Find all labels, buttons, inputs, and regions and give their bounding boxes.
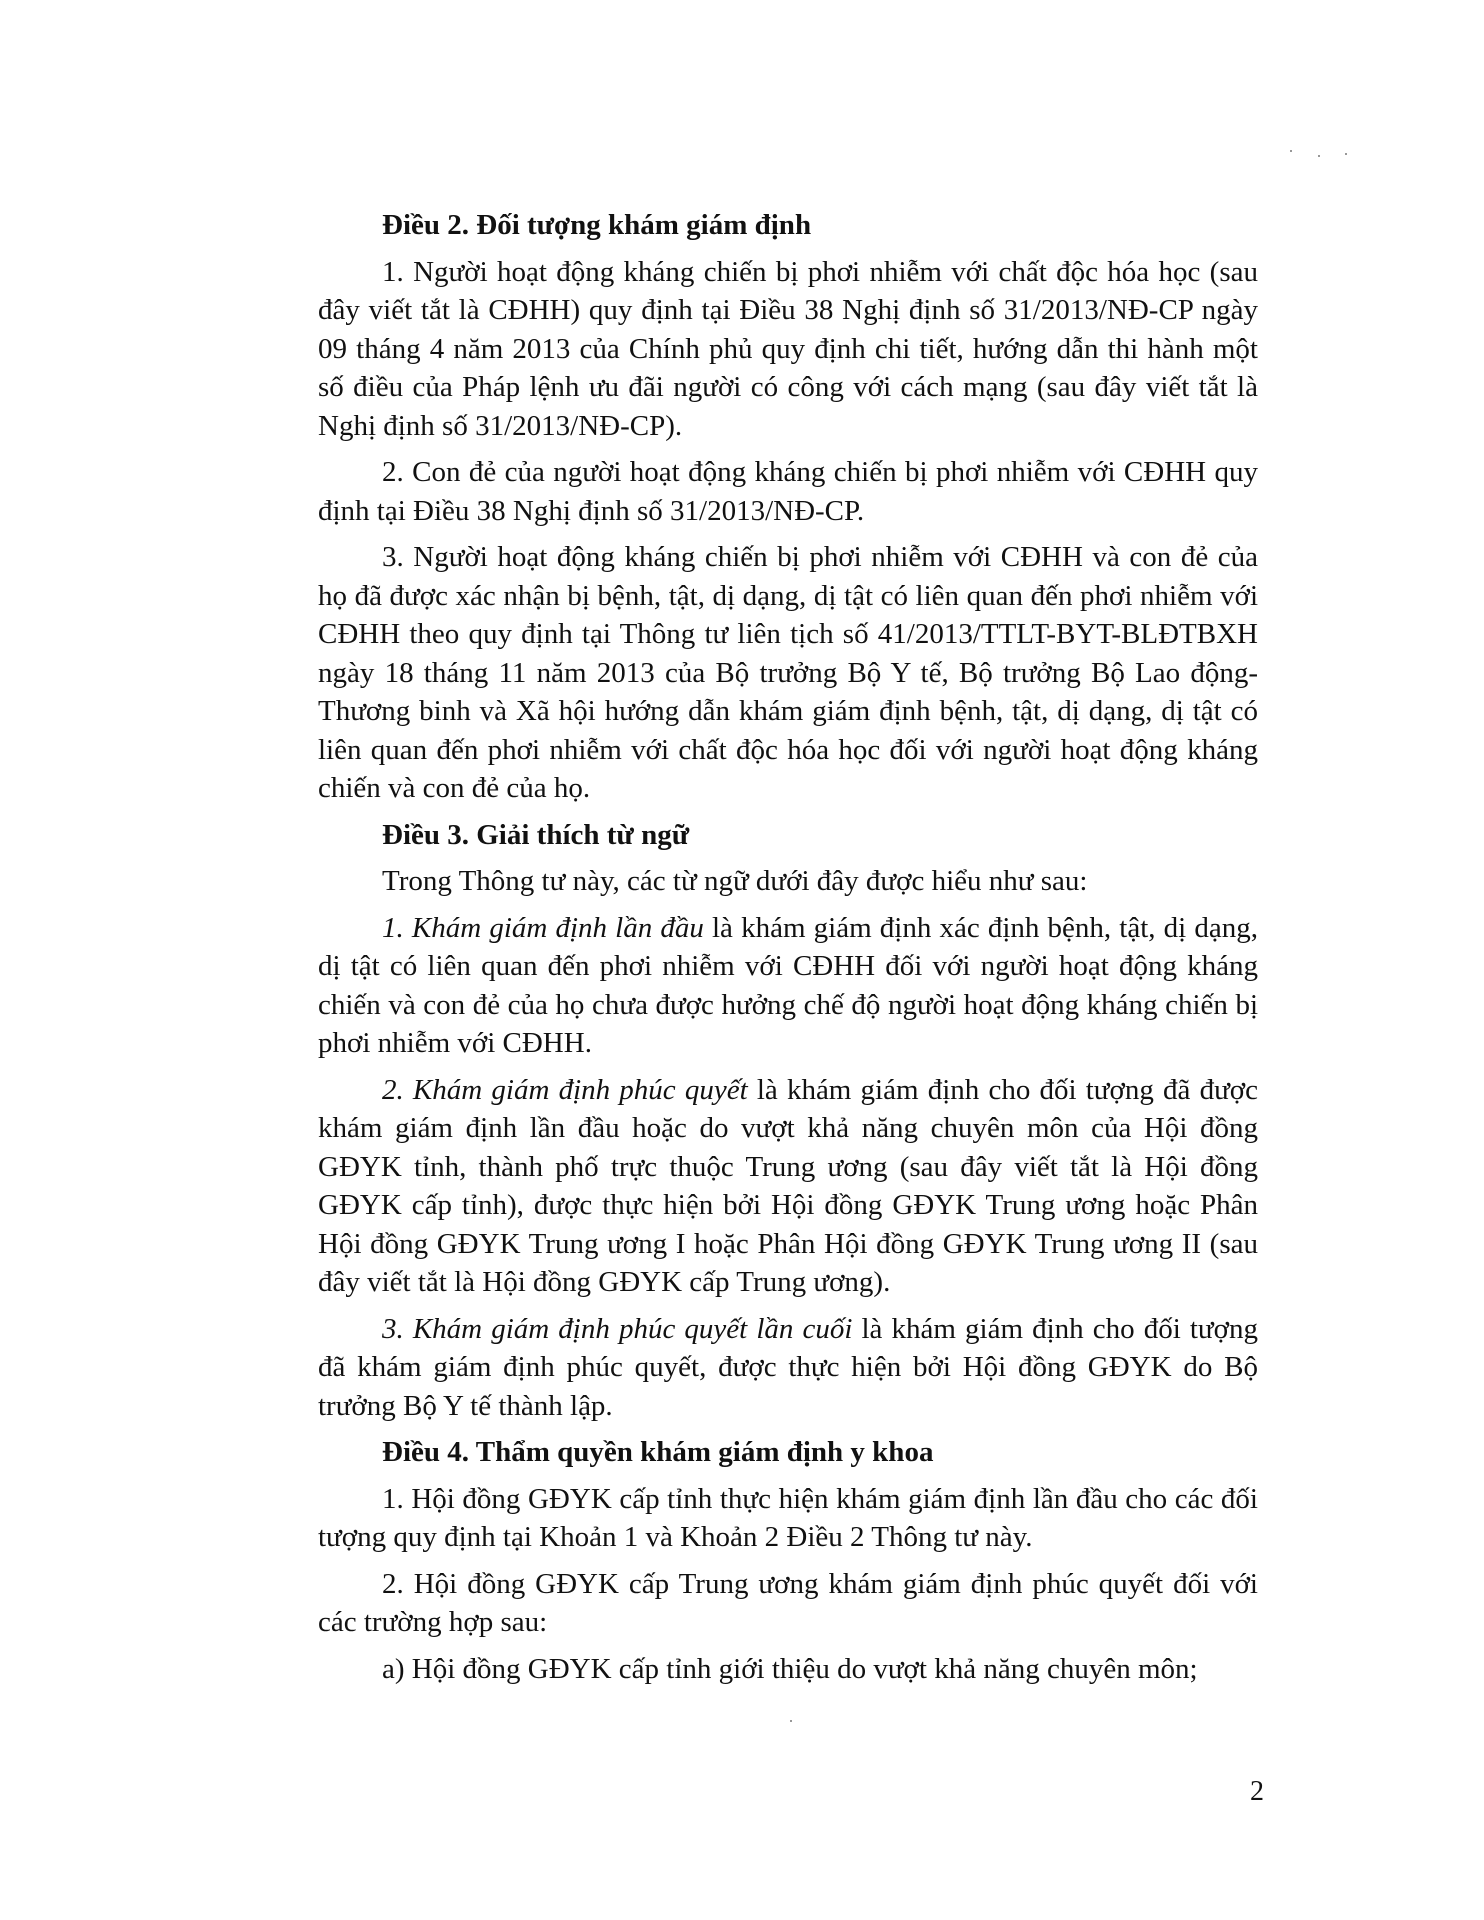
article-3-heading: Điều 3. Giải thích từ ngữ: [382, 818, 690, 851]
term-label: 3. Khám giám định phúc quyết lần cuối: [382, 1312, 853, 1345]
page-number: 2: [1250, 1776, 1264, 1807]
term-definition: là khám giám định cho đối tượng đã được khám giám định lần đầu hoặc do vượt khả năng chuyên môn của Hội đồng GĐYK tỉnh, thành phố trực thuộc Trung ương (sau đây viết tắt là Hội đồng GĐYK cấp tỉnh), được thực hiện bởi Hội đồng GĐYK Trung ương hoặc Phân Hội đồng GĐYK Trung ương I hoặc Phân Hội đồng GĐYK Trung ương II (sau đây viết tắt là Hội đồng GĐYK cấp Trung ương).: [318, 1073, 1258, 1298]
article-2-clause-2: 2. Con đẻ của người hoạt động kháng chiến bị phơi nhiễm với CĐHH quy định tại Điều 38 Nghị định số 31/2013/NĐ-CP.: [318, 456, 1258, 527]
article-4-heading: Điều 4. Thẩm quyền khám giám định y khoa: [382, 1436, 934, 1468]
article-2-heading: Điều 2. Đối tượng khám giám định: [382, 209, 812, 241]
article-4-clause-1: 1. Hội đồng GĐYK cấp tỉnh thực hiện khám giám định lần đầu cho các đối tượng quy định tại Khoản 1 và Khoản 2 Điều 2 Thông tư này.: [318, 1482, 1258, 1553]
term-label: 2. Khám giám định phúc quyết: [382, 1073, 748, 1106]
article-3-term-3: [318, 1310, 1258, 1426]
term-definition: là khám giám định xác định bệnh, tật, dị dạng, dị tật có liên quan đến phơi nhiễm với CĐHH đối với người hoạt động kháng chiến và con đẻ của họ chưa được hưởng chế độ người hoạt động kháng chiến bị phơi nhiễm với CĐHH.: [318, 911, 1258, 1059]
article-2-clause-1: 1. Người hoạt động kháng chiến bị phơi nhiễm với chất độc hóa học (sau đây viết tắt là CĐHH) quy định tại Điều 38 Nghị định số 31/2013/NĐ-CP ngày 09 tháng 4 năm 2013 của Chính phủ quy định chi tiết, hướng dẫn thi hành một số điều của Pháp lệnh ưu đãi người có công với cách mạng (sau đây viết tắt là Nghị định số 31/2013/NĐ-CP).: [318, 255, 1258, 442]
scan-speck: [790, 1720, 792, 1722]
scan-speck: [1290, 150, 1292, 152]
term-label: 1. Khám giám định lần đầu: [382, 911, 704, 944]
document-body: [318, 206, 1258, 1696]
article-4-clause-2: 2. Hội đồng GĐYK cấp Trung ương khám giám định phúc quyết đối với các trường hợp sau:: [318, 1567, 1258, 1638]
scan-speck: [1345, 153, 1347, 155]
article-4-clause-2a: a) Hội đồng GĐYK cấp tỉnh giới thiệu do vượt khả năng chuyên môn;: [382, 1652, 1198, 1685]
term-definition: là khám giám định cho đối tượng đã khám giám định phúc quyết, được thực hiện bởi Hội đồng GĐYK do Bộ trưởng Bộ Y tế thành lập.: [318, 1312, 1258, 1422]
article-3-term-2: [318, 1071, 1258, 1302]
article-3-intro: Trong Thông tư này, các từ ngữ dưới đây được hiểu như sau:: [382, 865, 1088, 897]
article-3-term-1: [318, 909, 1258, 1063]
scan-speck: [1318, 155, 1320, 157]
article-2-clause-3: 3. Người hoạt động kháng chiến bị phơi nhiễm với CĐHH và con đẻ của họ đã được xác nhận bị bệnh, tật, dị dạng, dị tật có liên quan đến phơi nhiễm với CĐHH theo quy định tại Thông tư liên tịch số 41/2013/TTLT-BYT-BLĐTBXH ngày 18 tháng 11 năm 2013 của Bộ trưởng Bộ Y tế, Bộ trưởng Bộ Lao động- Thương binh và Xã hội hướng dẫn khám giám định bệnh, tật, dị dạng, dị tật có liên quan đến phơi nhiễm với chất độc hóa học đối với người hoạt động kháng chiến và con đẻ của họ.: [318, 541, 1258, 804]
